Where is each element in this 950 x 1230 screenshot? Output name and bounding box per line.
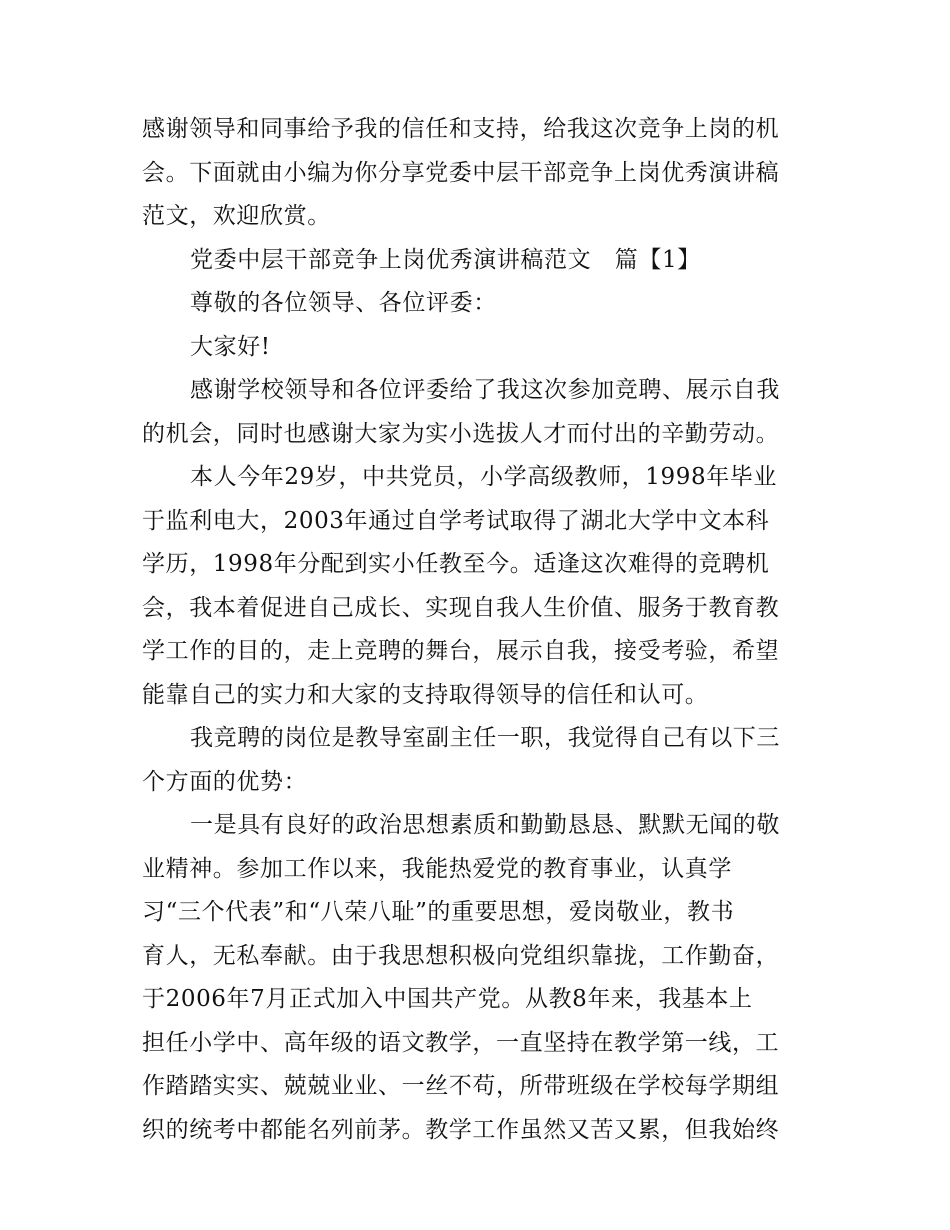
document-text-line: 业精神。参加工作以来，我能热爱党的教育事业，认真学 (142, 855, 732, 882)
document-text-line: 学工作的目的，走上竞聘的舞台，展示自我，接受考验，希望 (142, 638, 780, 664)
document-text-line: 一是具有良好的政治思想素质和勤勤恳恳、默默无闻的敬 (190, 812, 780, 838)
document-text-line: 习“三个代表”和“八荣八耻”的重要思想，爱岗敬业，教书 (142, 899, 735, 925)
document-text-line: 本人今年29岁，中共党员，小学高级教师，1998年毕业 (190, 464, 777, 490)
document-text-line: 能靠自己的实力和大家的支持取得领导的信任和认可。 (142, 681, 709, 708)
document-text-line: 织的统考中都能名列前茅。教学工作虽然又苦又累，但我始终 (142, 1116, 780, 1143)
document-text-line: 尊敬的各位领导、各位评委： (190, 290, 497, 316)
document-text-line: 会。下面就由小编为你分享党委中层干部竞争上岗优秀演讲稿 (142, 159, 780, 186)
document-text-line: 育人，无私奉献。由于我思想积极向党组织靠拢，工作勤奋， (142, 942, 780, 969)
document-text-line: 担任小学中、高年级的语文教学，一直坚持在教学第一线，工 (142, 1029, 780, 1056)
document-text-line: 个方面的优势： (142, 768, 308, 795)
document-text-line: 大家好! (190, 333, 271, 360)
document-body-text (142, 108, 817, 1152)
document-text-line: 于2006年7月正式加入中国共产党。从教8年来，我基本上 (142, 986, 753, 1012)
document-text-line: 党委中层干部竞争上岗优秀演讲稿范文 篇【1】 (190, 246, 701, 273)
document-text-line: 感谢领导和同事给予我的信任和支持，给我这次竞争上岗的机 (142, 116, 780, 142)
document-text-line: 范文，欢迎欣赏。 (142, 203, 331, 229)
document-text-line: 学历，1998年分配到实小任教至今。适逢这次难得的竞聘机 (142, 551, 770, 577)
document-text-line: 于监利电大，2003年通过自学考试取得了湖北大学中文本科 (142, 507, 770, 534)
document-text-line: 作踏踏实实、兢兢业业、一丝不苟，所带班级在学校每学期组 (142, 1073, 780, 1099)
document-text-line: 会，我本着促进自己成长、实现自我人生价值、服务于教育教 (142, 594, 780, 621)
document-text-line: 感谢学校领导和各位评委给了我这次参加竞聘、展示自我 (190, 377, 780, 403)
document-text-line: 我竞聘的岗位是教导室副主任一职，我觉得自己有以下三 (190, 725, 780, 751)
document-text-line: 的机会，同时也感谢大家为实小选拔人才而付出的辛勤劳动。 (142, 420, 780, 447)
